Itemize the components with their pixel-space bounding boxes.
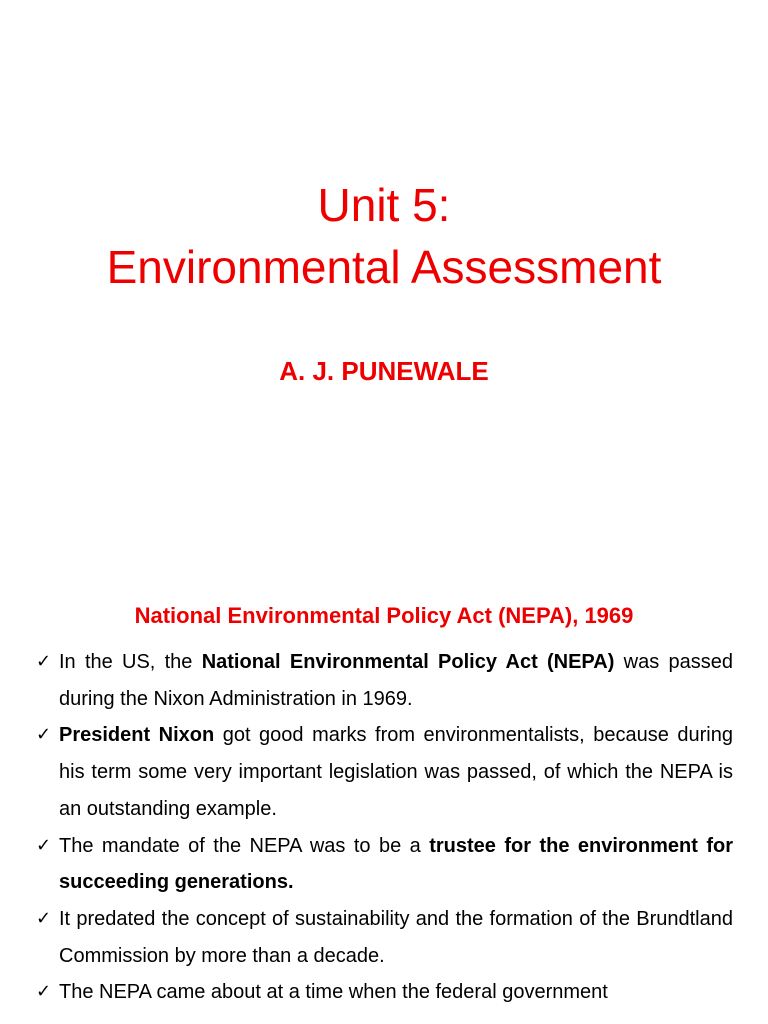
bullet-item (36, 717, 733, 827)
bullet-text: The mandate of the NEPA was to be a (59, 834, 430, 857)
content-slide (0, 560, 768, 1024)
checkmark-icon: ✓ (36, 834, 52, 856)
bullet-text-bold: National Environmental Policy Act (NEPA) (201, 651, 615, 673)
bullet-text-bold: trustee for the environment for succeeding generations. (59, 834, 733, 894)
bullet-item (36, 901, 733, 974)
bullet-text: The NEPA came about at a time when the federal government (59, 981, 608, 1004)
bullet-list (36, 644, 733, 1011)
bullet-text: got good marks from environmentalists, because during his term some very important legislation was passed, of which the NEPA is an outstanding example. (59, 724, 733, 820)
bullet-text: It predated the concept of sustainability and the formation of the Brundtland Commission by more than a decade. (59, 907, 733, 967)
slide-title-line-2: Environmental Assessment (106, 241, 662, 293)
checkmark-icon: ✓ (36, 907, 52, 929)
checkmark-icon: ✓ (36, 724, 52, 746)
author-name: A. J. PUNEWALE (279, 356, 489, 386)
checkmark-icon: ✓ (36, 651, 52, 672)
bullet-item (36, 828, 733, 901)
bullet-text-bold: President Nixon (59, 724, 215, 747)
slide-title-line-1: Unit 5: (317, 179, 451, 231)
bullet-text: was passed during the Nixon Administration in 1969. (59, 651, 734, 710)
slide-heading: National Environmental Policy Act (NEPA), 1969 (134, 603, 634, 628)
bullet-item (36, 974, 733, 1011)
bullet-text: In the US, the (59, 651, 202, 673)
bullet-item (36, 644, 733, 717)
checkmark-icon: ✓ (36, 981, 52, 1003)
